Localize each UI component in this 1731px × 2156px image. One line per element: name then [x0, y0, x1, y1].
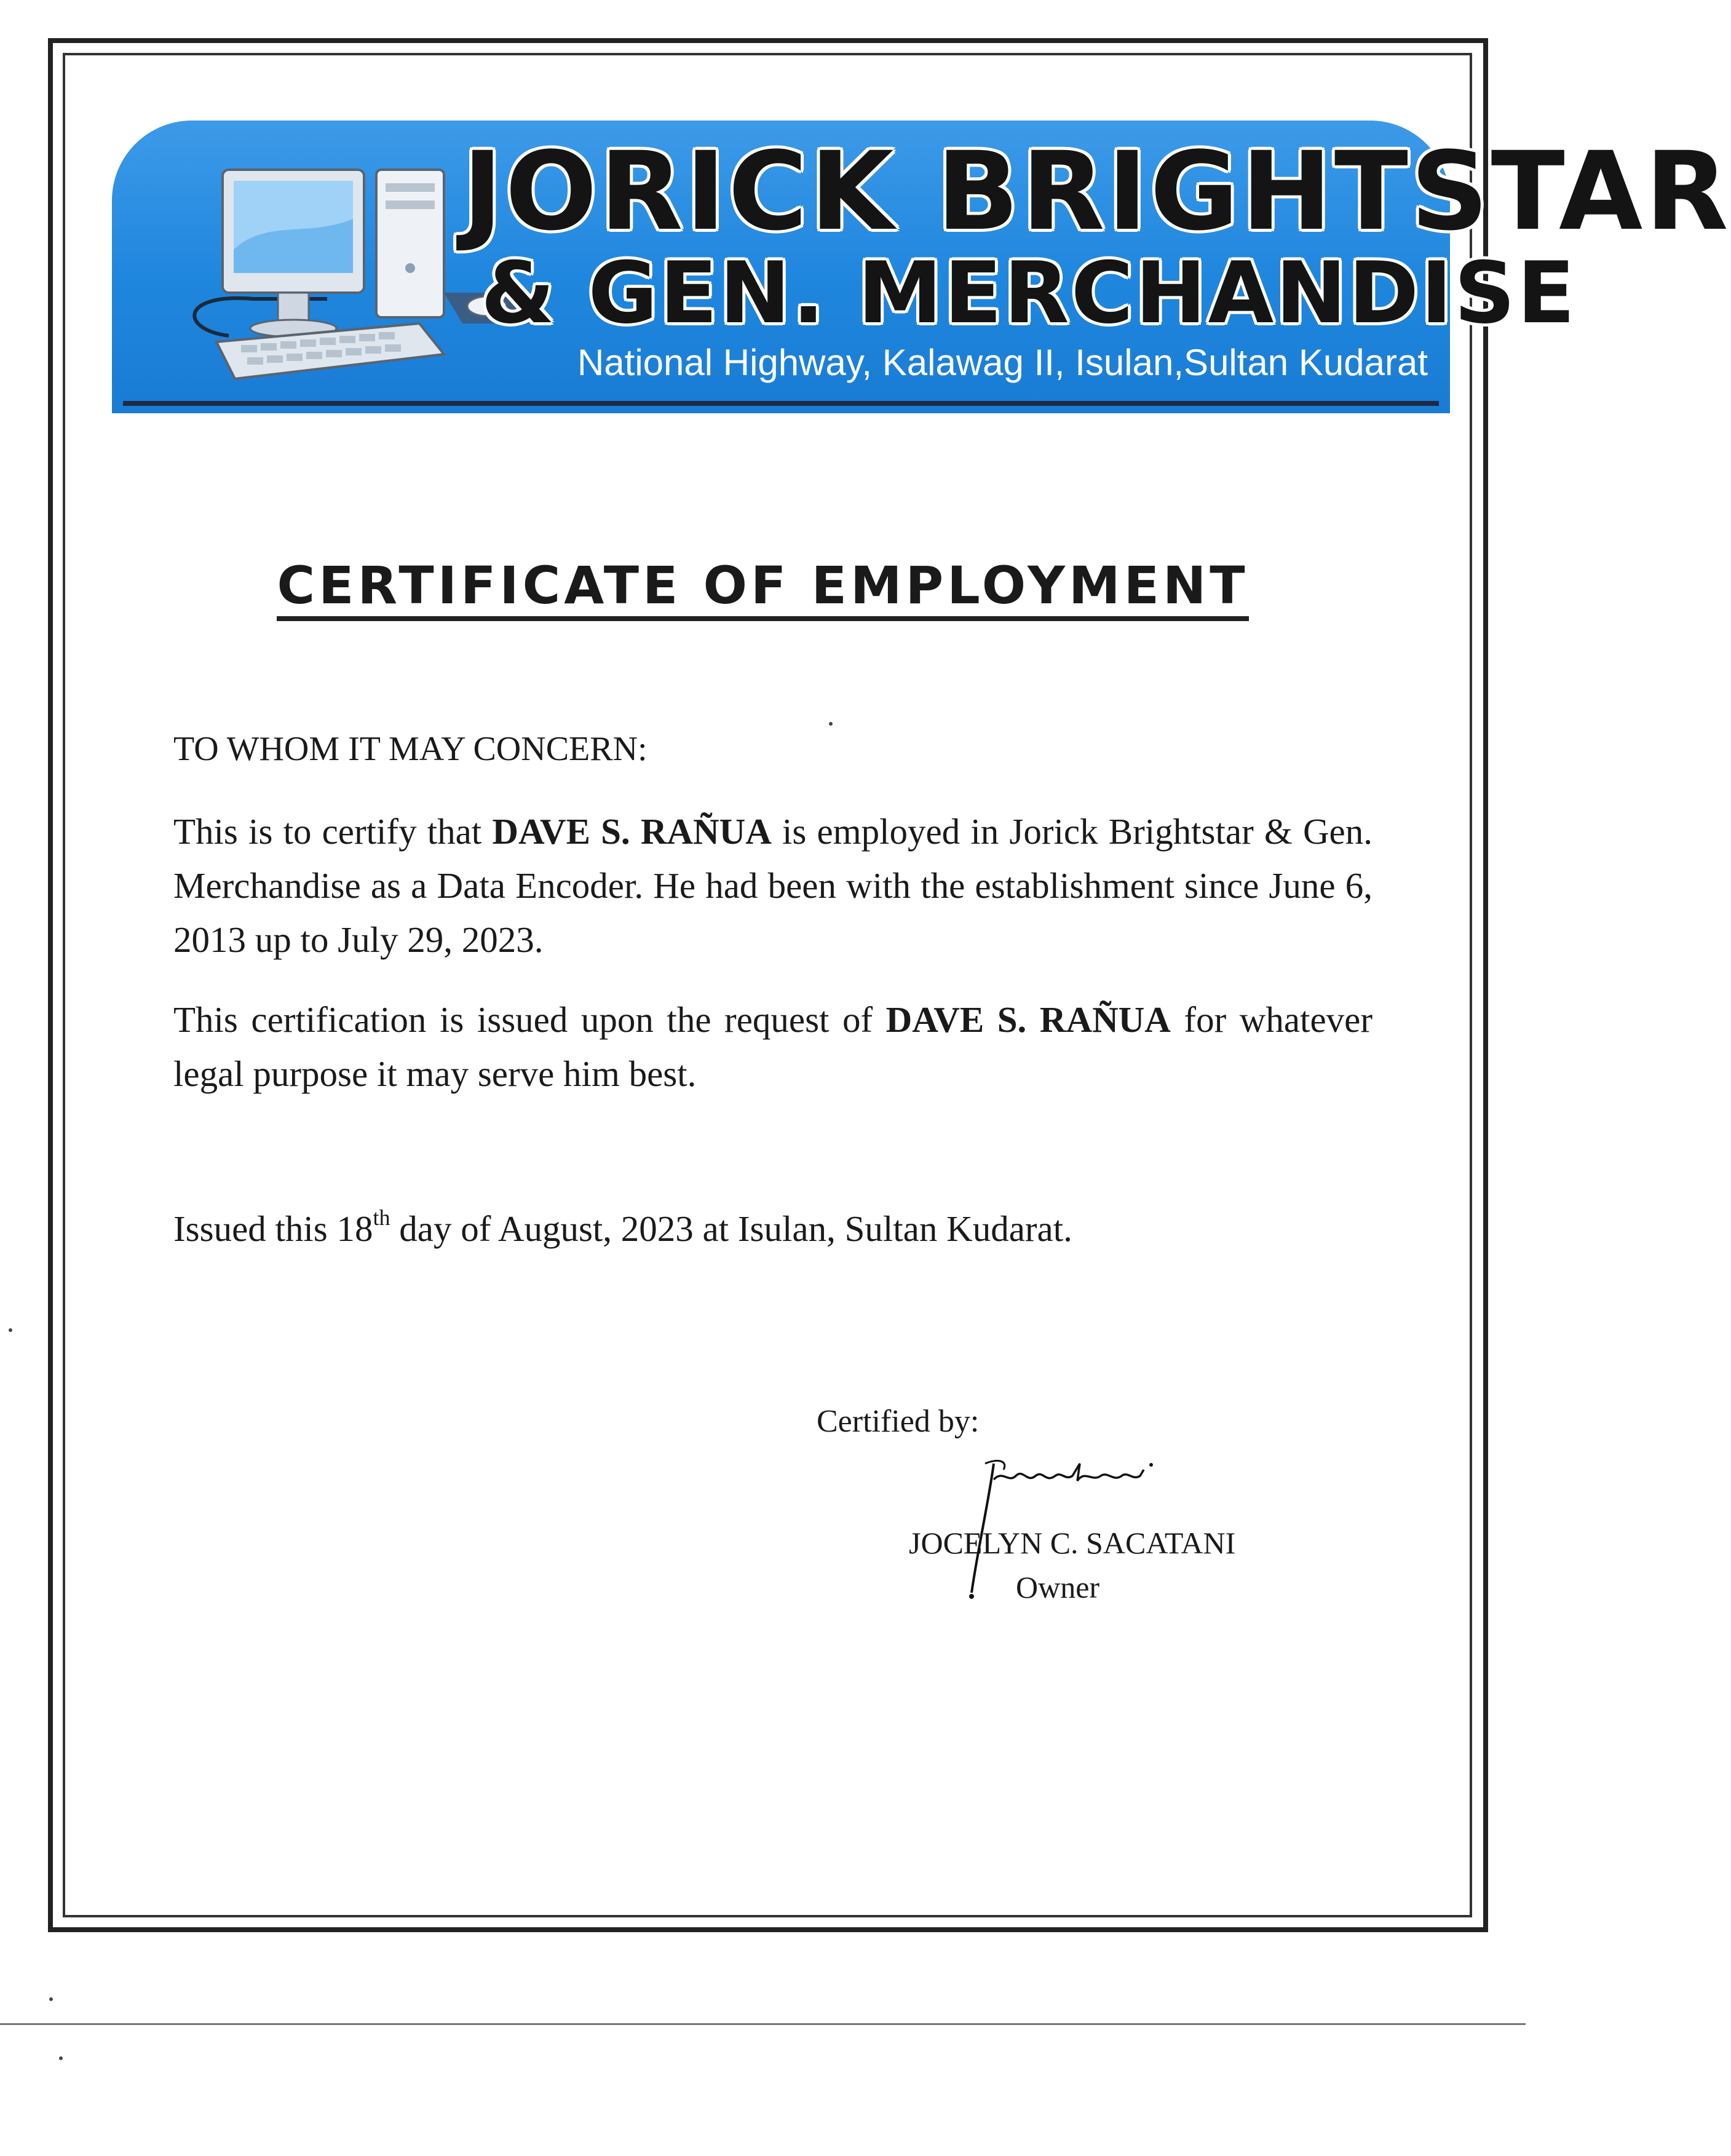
company-name: JORICK BRIGHTSTAR: [462, 129, 1731, 255]
company-address: National Highway, Kalawag II, Isulan,Sultan Kudarat: [577, 342, 1428, 383]
company-subtitle: & GEN. MERCHANDISE: [481, 244, 1577, 343]
scan-speck: [9, 1328, 12, 1332]
banner-divider: [123, 401, 1439, 406]
scan-speck: [49, 1997, 53, 2001]
para1-rest: is employed in Jorick Brightstar & Gen. Merchandise as a Data Encoder. He had been with the establishment since June 6, 2013 up to July 29, 2023.: [173, 811, 1373, 960]
scan-edge-line: [0, 2023, 1526, 2025]
issued-rest: day of August, 2023 at Isulan, Sultan Kudarat.: [390, 1208, 1072, 1249]
certified-by-label: Certified by:: [817, 1404, 980, 1439]
signer-role: Owner: [1016, 1570, 1100, 1604]
para1-lead: This is to certify that: [173, 811, 493, 852]
employee-name: DAVE S. RAÑUA: [885, 999, 1171, 1040]
certification-paragraph: [173, 804, 1373, 967]
certificate-title: [0, 555, 1526, 621]
signer-name: JOCELYN C. SACATANI: [909, 1526, 1236, 1560]
employee-name: DAVE S. RAÑUA: [492, 811, 772, 852]
issued-lead: Issued this: [173, 1208, 337, 1249]
letterhead-banner: [112, 121, 1731, 413]
para2-rest: for whatever legal purpose it may serve him best.: [173, 999, 1373, 1094]
issued-day-suffix: th: [373, 1205, 390, 1230]
scan-speck: [59, 2056, 63, 2060]
scan-speck: [829, 722, 833, 726]
issued-date-line: [173, 1205, 1342, 1250]
certificate-title-text: CERTIFICATE OF EMPLOYMENT: [277, 558, 1248, 621]
purpose-paragraph: [173, 993, 1373, 1101]
para2-lead: This certification is issued upon the request of: [173, 999, 886, 1040]
salutation: TO WHOM IT MAY CONCERN:: [173, 730, 648, 768]
issued-day: 18: [336, 1208, 373, 1249]
